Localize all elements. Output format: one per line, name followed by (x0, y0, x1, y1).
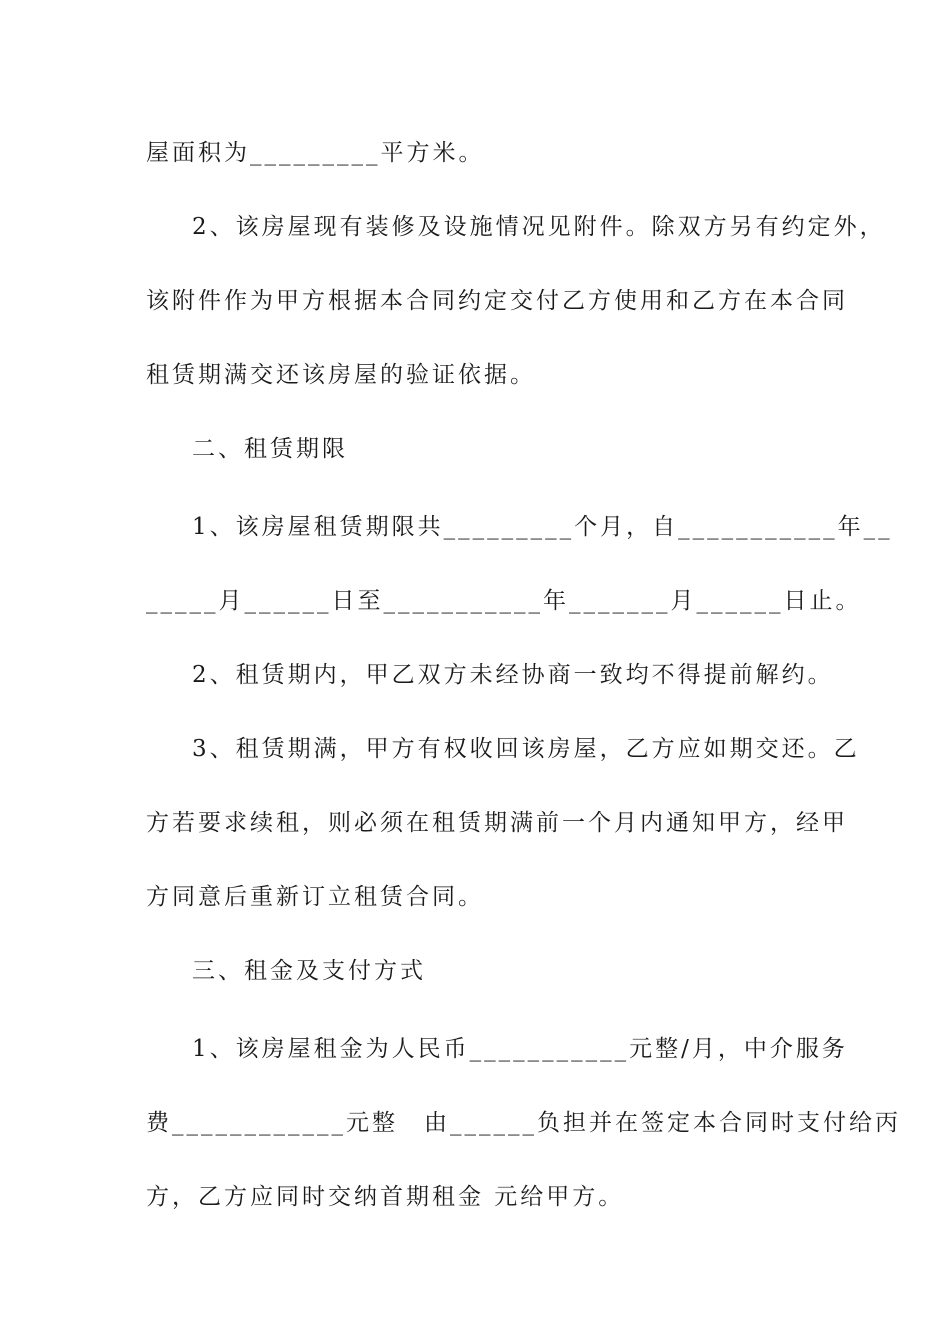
text-line-7: _____月______日至___________年_______月______日止。 (146, 588, 862, 614)
text-line-10: 方若要求续租，则必须在租赁期满前一个月内通知甲方，经甲 (146, 810, 848, 836)
text-line-15: 方，乙方应同时交纳首期租金 元给甲方。 (146, 1184, 625, 1210)
text-line-2: 2、该房屋现有装修及设施情况见附件。除双方另有约定外， (192, 214, 886, 240)
text-line-4: 租赁期满交还该房屋的验证依据。 (146, 362, 536, 388)
text-line-3: 该附件作为甲方根据本合同约定交付乙方使用和乙方在本合同 (146, 288, 848, 314)
text-line-14: 费____________元整 由______负担并在签定本合同时支付给丙 (146, 1110, 901, 1136)
section-heading-3: 三、租金及支付方式 (192, 958, 426, 984)
text-line-13: 1、该房屋租金为人民币___________元整/月，中介服务 (192, 1036, 848, 1062)
text-line-1: 屋面积为_________平方米。 (146, 140, 485, 166)
text-line-9: 3、租赁期满，甲方有权收回该房屋，乙方应如期交还。乙 (192, 736, 860, 762)
text-line-11: 方同意后重新订立租赁合同。 (146, 884, 484, 910)
section-heading-2: 二、租赁期限 (192, 436, 348, 462)
text-line-8: 2、租赁期内，甲乙双方未经协商一致均不得提前解约。 (192, 662, 834, 688)
text-line-6: 1、该房屋租赁期限共_________个月，自___________年__ (192, 514, 893, 540)
